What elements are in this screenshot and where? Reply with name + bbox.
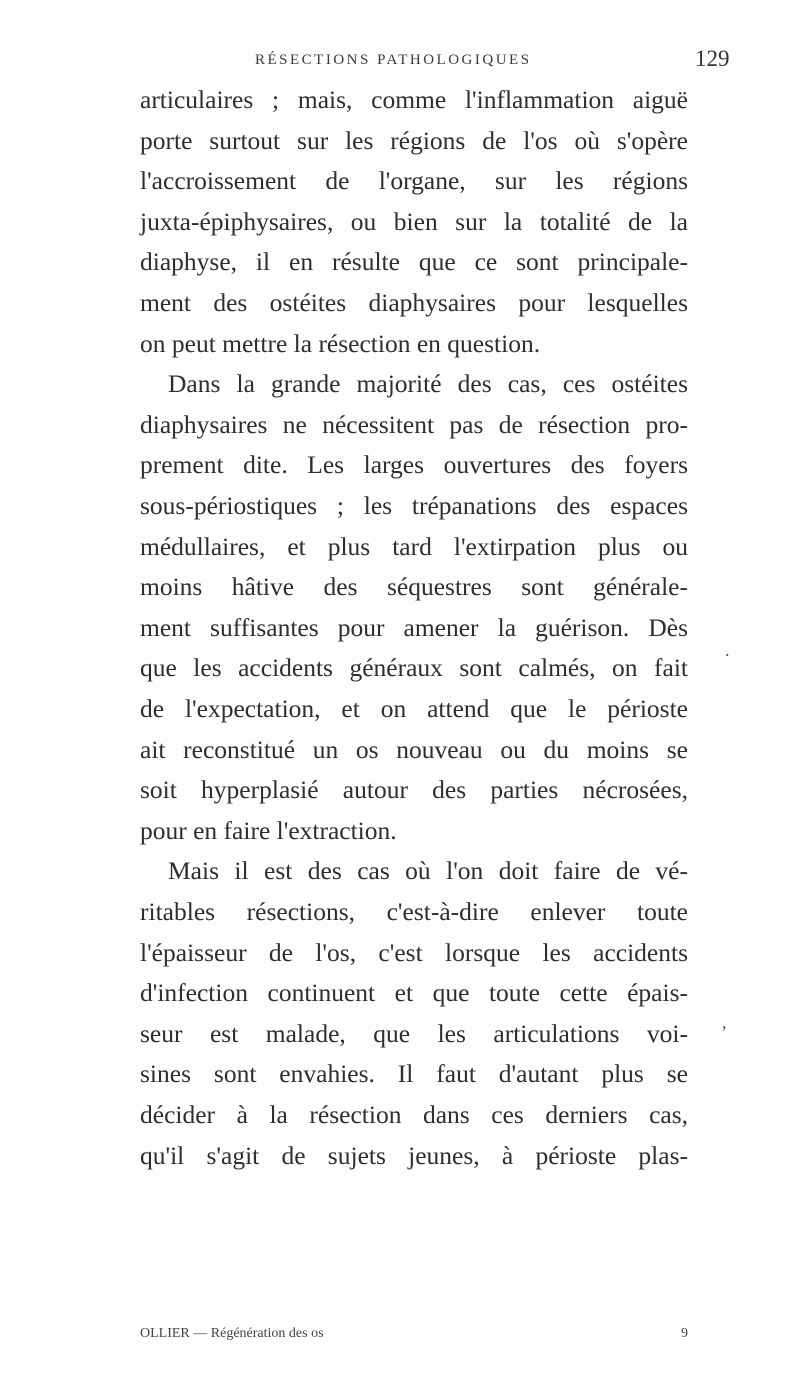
- text-line: articulaires ; mais, comme l'inflammation aiguë: [140, 85, 688, 114]
- text-line: l'accroissement de l'organe, sur les régions: [140, 166, 688, 196]
- text-line: que les accidents généraux sont calmés, on fait: [140, 653, 688, 683]
- text-line: d'infection continuent et que toute cette épais-: [140, 978, 688, 1008]
- text-line: seur est malade, que les articulations voi-: [140, 1018, 688, 1048]
- text-line: juxta-épiphysaires, ou bien sur la totalité de la: [140, 206, 688, 236]
- text-line: moins hâtive des séquestres sont générale-: [140, 572, 688, 602]
- margin-comma: ,: [722, 1012, 727, 1032]
- footer-signature: OLLIER — Régénération des os: [140, 1326, 324, 1341]
- page-number: 129: [695, 46, 730, 71]
- text-line: on peut mettre la résection en question.: [140, 328, 541, 358]
- text-line: prement dite. Les larges ouvertures des foyers: [140, 450, 688, 480]
- text-line: ait reconstitué un os nouveau ou du moins se: [140, 734, 688, 764]
- footer-sheet-mark: 9: [681, 1326, 688, 1341]
- text-line: Mais il est des cas où l'on doit faire de vé-: [168, 856, 688, 886]
- text-line: de l'expectation, et on attend que le périoste: [140, 694, 688, 723]
- text-line: ritables résections, c'est-à-dire enlever toute: [140, 897, 688, 926]
- text-line: décider à la résection dans ces derniers cas,: [140, 1100, 688, 1129]
- text-line: diaphysaires ne nécessitent pas de résection pro-: [140, 409, 688, 439]
- running-title: RÉSECTIONS PATHOLOGIQUES: [255, 52, 532, 68]
- text-line: sous-périostiques ; les trépanations des espaces: [140, 491, 688, 520]
- margin-dot: .: [725, 640, 730, 660]
- text-line: qu'il s'agit de sujets jeunes, à périoste plas-: [140, 1140, 688, 1170]
- text-line: ment des ostéites diaphysaires pour lesquelles: [140, 288, 688, 317]
- text-line: porte surtout sur les régions de l'os où s'opère: [140, 125, 688, 155]
- text-line: soit hyperplasié autour des parties nécrosées,: [140, 775, 688, 805]
- text-line: pour en faire l'extraction.: [140, 815, 397, 845]
- text-line: l'épaisseur de l'os, c'est lorsque les accidents: [140, 937, 688, 967]
- text-line: Dans la grande majorité des cas, ces ostéites: [168, 369, 688, 399]
- text-line: médullaires, et plus tard l'extirpation plus ou: [140, 531, 688, 561]
- text-line: sines sont envahies. Il faut d'autant plus se: [140, 1059, 688, 1089]
- text-line: diaphyse, il en résulte que ce sont principale-: [140, 247, 688, 277]
- text-line: ment suffisantes pour amener la guérison. Dès: [140, 612, 688, 642]
